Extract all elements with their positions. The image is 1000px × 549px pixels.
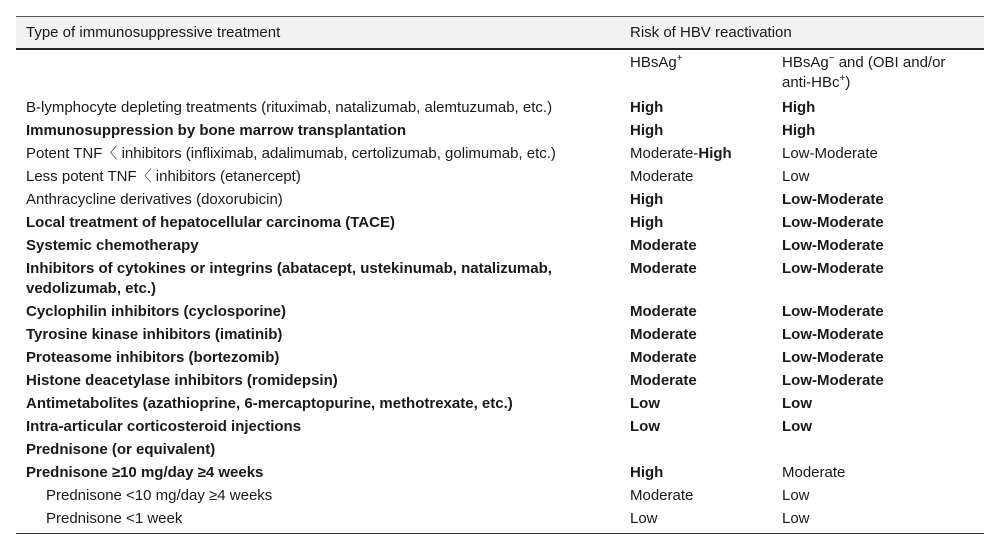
risk-hbsag-positive (620, 439, 772, 462)
risk-hbsag-negative: Low-Moderate (782, 303, 884, 320)
table-row (16, 301, 984, 324)
risk-hbsag-negative: Low-Moderate (782, 349, 884, 366)
risk-hbsag-positive: Low (630, 395, 660, 412)
risk-hbsag-positive (620, 143, 772, 166)
hbv-risk-table (16, 16, 984, 534)
subheader-text: HBsAg (782, 54, 829, 71)
table-row (16, 212, 984, 235)
treatment-cell: Antimetabolites (azathioprine, 6-mercaptopurine, methotrexate, etc.) (26, 395, 513, 412)
risk-hbsag-negative: Low-Moderate (782, 372, 884, 389)
table-row (16, 189, 984, 212)
treatment-cell: Systemic chemotherapy (26, 237, 199, 254)
subheader-text: and (OBI and/or anti-HBc (782, 54, 946, 91)
subheader-hbsag-positive (620, 49, 772, 97)
treatment-cell: Proteasome inhibitors (bortezomib) (26, 349, 280, 366)
table-row (16, 462, 984, 485)
risk-hbsag-negative: High (782, 99, 816, 116)
superscript: + (676, 53, 683, 64)
treatment-cell: Local treatment of hepatocellular carcinoma (TACE) (26, 214, 395, 231)
risk-hbsag-negative: Low-Moderate (782, 214, 884, 231)
treatment-cell: Histone deacetylase inhibitors (romidepsin) (26, 372, 338, 389)
table-row (16, 370, 984, 393)
risk-hbsag-positive: High (630, 214, 664, 231)
risk-hbsag-negative: Low (782, 418, 812, 435)
subheader-row (16, 49, 984, 97)
table-row (16, 324, 984, 347)
risk-hbsag-positive: Moderate (630, 237, 697, 254)
treatment-cell: Prednisone <1 week (16, 508, 620, 534)
risk-hbsag-positive: Low (620, 508, 772, 534)
subheader-text: ) (845, 74, 851, 91)
risk-hbsag-positive: High (630, 122, 664, 139)
table-row (16, 347, 984, 370)
treatment-cell: Prednisone ≥10 mg/day ≥4 weeks (26, 464, 264, 481)
risk-hbsag-negative: Low-Moderate (782, 260, 884, 277)
risk-hbsag-negative (772, 439, 984, 462)
header-row (16, 17, 984, 50)
risk-hbsag-negative: Low (772, 508, 984, 534)
risk-hbsag-positive: Low (630, 418, 660, 435)
risk-hbsag-positive: Moderate (630, 487, 694, 504)
risk-hbsag-negative: Low-Moderate (782, 145, 878, 162)
treatment-cell: Potent TNF〈 inhibitors (infliximab, adalimumab, certolizumab, golimumab, etc.) (26, 145, 556, 162)
risk-hbsag-positive: Moderate (630, 260, 697, 277)
table-row (16, 143, 984, 166)
risk-hbsag-negative: Low (782, 168, 810, 185)
subheader-empty (16, 49, 620, 97)
header-treatment-type: Type of immunosuppressive treatment (16, 17, 620, 50)
risk-text-bold: High (698, 145, 732, 162)
table-row (16, 416, 984, 439)
risk-hbsag-negative: Low-Moderate (782, 237, 884, 254)
risk-hbsag-positive: High (630, 464, 664, 481)
superscript: + (839, 73, 846, 84)
treatment-cell: Prednisone <10 mg/day ≥4 weeks (46, 487, 273, 504)
table-row (16, 439, 984, 462)
table-row (16, 485, 984, 508)
risk-hbsag-positive: Moderate (630, 326, 697, 343)
table-row (16, 166, 984, 189)
treatment-cell: Intra-articular corticosteroid injections (26, 418, 302, 435)
treatment-cell: Cyclophilin inhibitors (cyclosporine) (26, 303, 287, 320)
risk-hbsag-negative: Moderate (782, 464, 846, 481)
treatment-cell: Prednisone (or equivalent) (26, 441, 216, 458)
risk-hbsag-negative: Low (782, 395, 812, 412)
risk-hbsag-positive: High (630, 99, 664, 116)
risk-hbsag-positive: Moderate (630, 168, 694, 185)
header-risk: Risk of HBV reactivation (620, 17, 984, 50)
treatment-cell: Less potent TNF〈 inhibitors (etanercept) (26, 168, 301, 185)
risk-hbsag-negative: Low (782, 487, 810, 504)
table-row (16, 235, 984, 258)
treatment-cell: Tyrosine kinase inhibitors (imatinib) (26, 326, 283, 343)
table-row (16, 258, 984, 301)
risk-hbsag-positive: Moderate (630, 372, 697, 389)
risk-hbsag-negative: Low-Moderate (782, 326, 884, 343)
risk-hbsag-positive: High (630, 191, 664, 208)
table-row (16, 120, 984, 143)
treatment-cell: Anthracycline derivatives (doxorubicin) (26, 191, 283, 208)
table-row (16, 393, 984, 416)
risk-hbsag-positive: Moderate (630, 349, 697, 366)
subheader-text: HBsAg (630, 54, 677, 71)
treatment-cell: B-lymphocyte depleting treatments (rituximab, natalizumab, alemtuzumab, etc.) (26, 99, 553, 116)
risk-hbsag-negative: Low-Moderate (782, 191, 884, 208)
table-row (16, 97, 984, 120)
risk-text: Moderate- (630, 145, 699, 162)
treatment-cell: Immunosuppression by bone marrow transplantation (26, 122, 407, 139)
subheader-hbsag-negative (772, 49, 984, 97)
treatment-cell: Inhibitors of cytokines or integrins (abatacept, ustekinumab, natalizumab, vedolizumab, etc.) (26, 260, 552, 297)
table-row (16, 508, 984, 534)
risk-hbsag-positive: Moderate (630, 303, 697, 320)
risk-hbsag-negative: High (782, 122, 816, 139)
superscript: − (828, 53, 835, 64)
